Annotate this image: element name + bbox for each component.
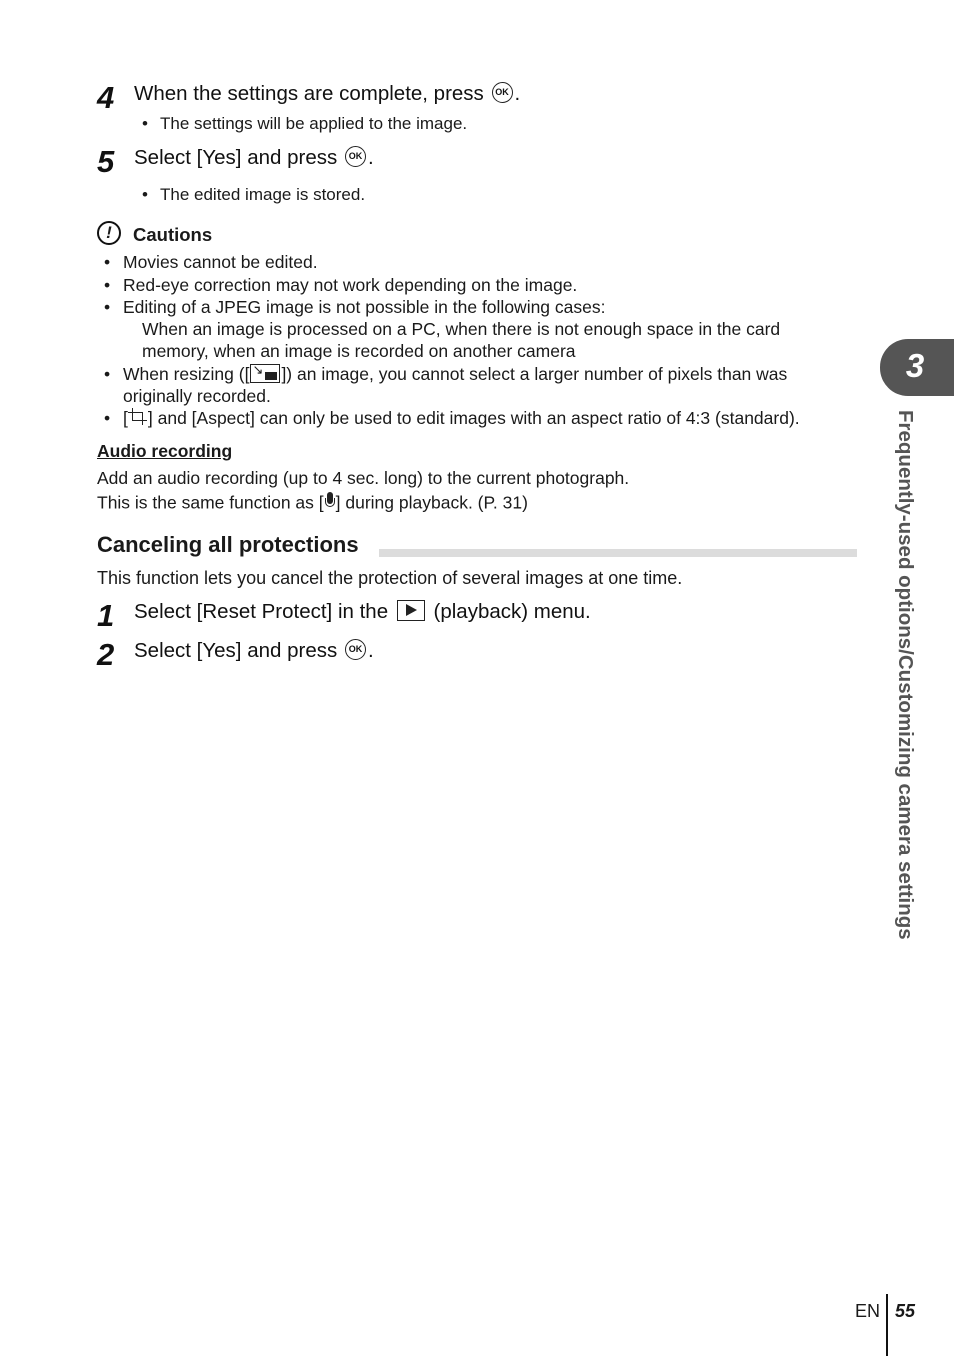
bullet-glyph: • [142, 114, 148, 133]
step-instruction [134, 148, 374, 169]
bullet-glyph: • [104, 297, 111, 317]
caution-subitem: When an image is processed on a PC, when there is not enough space in the card [142, 319, 781, 339]
caution-item-text: ] and [Aspect] can only be used to edit images with an aspect ratio of 4:3 (standard). [147, 408, 800, 428]
ok-button-icon: OK [345, 146, 366, 167]
step-note [142, 115, 467, 132]
caution-item [123, 407, 800, 429]
bullet-glyph: • [104, 364, 111, 384]
caution-item: Movies cannot be edited. [123, 252, 318, 272]
page-number: 55 [895, 1301, 916, 1321]
step-number: 1 [97, 598, 115, 633]
footer-divider [886, 1294, 888, 1356]
caution-item-text: [ [123, 408, 128, 428]
footer-language: EN [855, 1301, 881, 1321]
bullet-glyph: • [104, 252, 111, 272]
caution-item-text: When resizing ([ [123, 364, 250, 384]
step-instruction [134, 602, 591, 623]
step-number: 2 [97, 637, 115, 672]
caution-item-continued: originally recorded. [123, 386, 271, 406]
step-note-text: The edited image is stored. [160, 185, 366, 204]
caution-item-text: ]) an image, you cannot select a larger number of pixels than was [281, 364, 788, 384]
step-number: 4 [97, 80, 115, 115]
caution-item: Red-eye correction may not work depending on the image. [123, 275, 578, 295]
caution-icon: ! [97, 221, 121, 245]
step-text: Select [Yes] and press [134, 146, 338, 169]
step-text: (playback) menu. [433, 600, 591, 623]
step-text: Select [Yes] and press [134, 639, 338, 662]
step-text: When the settings are complete, press [134, 82, 484, 105]
audio-recording-text [97, 494, 528, 514]
chapter-number: 3 [905, 347, 925, 384]
step-note-text: The settings will be applied to the image. [160, 114, 468, 133]
caution-item [123, 363, 787, 385]
bullet-glyph: • [104, 275, 111, 295]
caution-subitem: memory, when an image is recorded on another camera [142, 341, 576, 361]
chapter-title: Frequently-used options/Customizing camera settings [894, 410, 917, 940]
audio-recording-heading: Audio recording [97, 441, 233, 461]
crop-icon [128, 408, 148, 424]
bullet-glyph: • [142, 185, 148, 204]
step-suffix: . [367, 639, 374, 662]
section-title: Canceling all protections [97, 532, 359, 557]
cautions-title: Cautions [133, 224, 213, 245]
step-note [142, 186, 365, 203]
audio-recording-text-part: ] during playback. (P. 31) [335, 492, 528, 513]
step-instruction [134, 641, 374, 662]
ok-button-icon: OK [345, 639, 366, 660]
step-number: 5 [97, 144, 115, 179]
step-text: Select [Reset Protect] in the [134, 600, 389, 623]
bullet-glyph: • [104, 408, 111, 428]
section-intro: This function lets you cancel the protection of several images at one time. [97, 568, 683, 588]
audio-recording-text-part: This is the same function as [ [97, 492, 324, 513]
playback-icon [397, 600, 425, 621]
ok-button-icon: OK [492, 82, 513, 103]
step-suffix: . [367, 146, 374, 169]
caution-item: Editing of a JPEG image is not possible in the following cases: [123, 297, 606, 317]
microphone-icon [324, 492, 336, 512]
step-instruction [134, 84, 520, 105]
audio-recording-text: Add an audio recording (up to 4 sec. long) to the current photograph. [97, 468, 630, 488]
resize-icon [250, 364, 280, 383]
step-suffix: . [514, 82, 521, 105]
